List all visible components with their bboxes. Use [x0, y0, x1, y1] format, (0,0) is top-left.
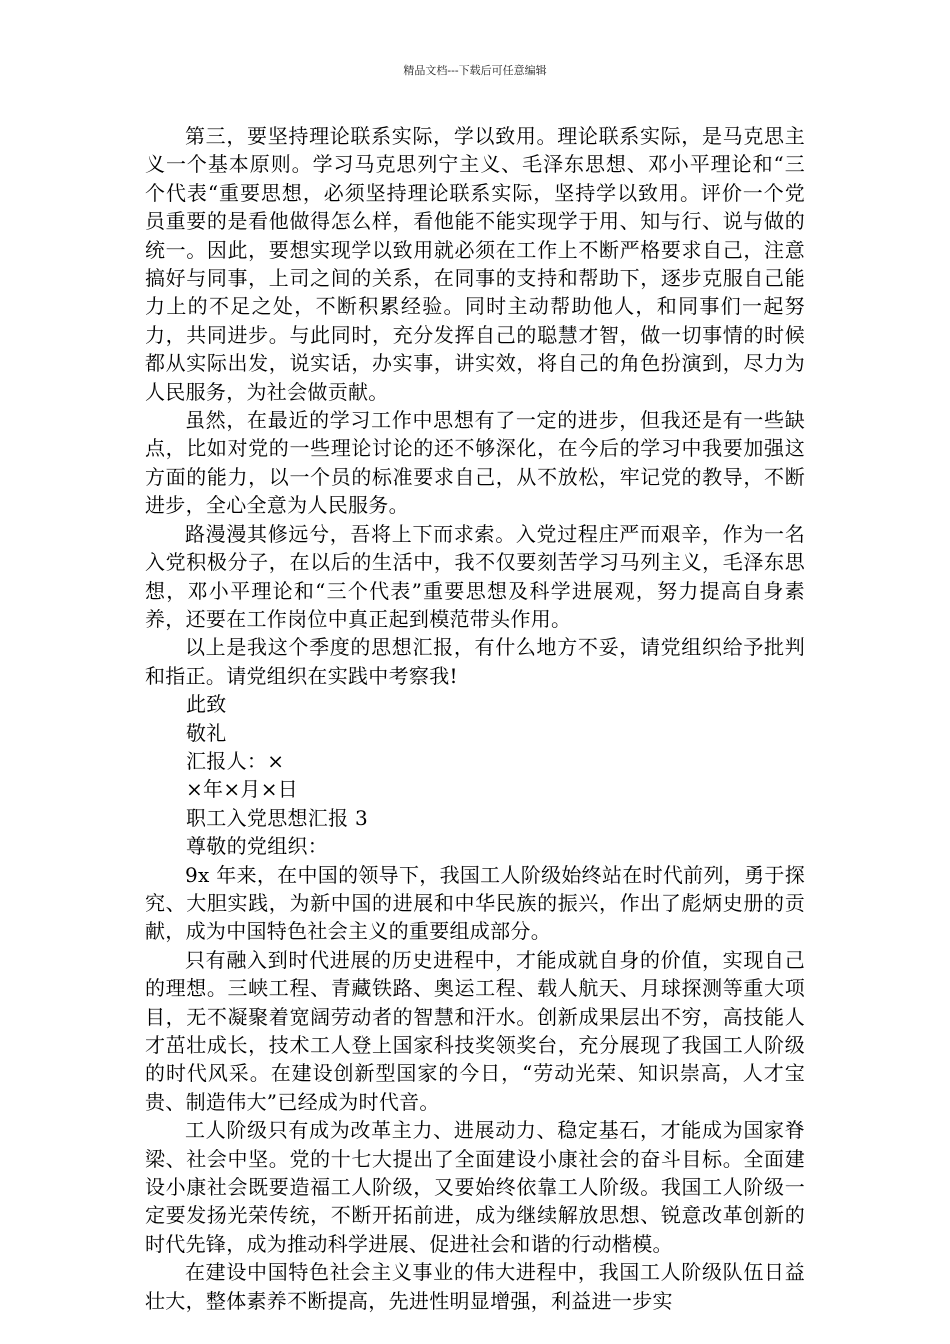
page-header: 精品文档---下载后可任意编辑 [403, 64, 547, 77]
paragraph-conclusion: 以上是我这个季度的思想汇报，有什么地方不妥，请党组织给予批判和指正。请党组织在实践中考察我! [145, 635, 805, 688]
paragraph-socialism-progress: 在建设中国特色社会主义事业的伟大进程中，我国工人阶级队伍日益壮大，整体素养不断提高，先进性明显增强，利益进一步实 [145, 1260, 805, 1313]
paragraph-shortcomings: 虽然，在最近的学习工作中思想有了一定的进步，但我还是有一些缺点，比如对党的一些理论讨论的还不够深化，在今后的学习中我要加强这方面的能力，以一个员的标准要求自己，从不放松，牢记党的教导，不断进步，全心全意为人民服务。 [145, 408, 805, 518]
closing-cizhi: 此致 [186, 692, 227, 717]
salutation: 尊敬的党组织： [186, 834, 329, 859]
paragraph-theory-practice: 第三，要坚持理论联系实际，学以致用。理论联系实际，是马克思主义一个基本原则。学习马克思列宁主义、毛泽东思想、邓小平理论和“三个代表“重要思想，必须坚持理论联系实际，坚持学以致用。评价一个党员重要的是看他做得怎么样，看他能不能实现学于用、知与行、说与做的统一。因此，要想实现学以致用就必须在工作上不断严格要求自己，注意搞好与同事，上司之间的关系，在同事的支持和帮助下，逐步克服自己能力上的不足之处，不断积累经验。同时主动帮助他人，和同事们一起努力，共同进步。与此同时，充分发挥自己的聪慧才智，做一切事情的时候都从实际出发，说实话，办实事，讲实效，将自己的角色扮演到，尽力为人民服务，为社会做贡献。 [145, 124, 805, 404]
reporter-line: 汇报人：× [186, 748, 285, 773]
date-line: ×年×月×日 [186, 777, 299, 802]
document-body [145, 122, 805, 1315]
paragraph-working-class-history: 9x 年来，在中国的领导下，我国工人阶级始终站在时代前列，勇于探究、大胆实践，为新中国的进展和中华民族的振兴，作出了彪炳史册的贡献，成为中国特色社会主义的重要组成部分。 [145, 862, 805, 944]
paragraph-era-progress: 只有融入到时代进展的历史进程中，才能成就自身的价值，实现自己的理想。三峡工程、青藏铁路、奥运工程、载人航天、月球探测等重大项目，无不凝聚着宽阔劳动者的智慧和汗水。创新成果层出不穷，高技能人才茁壮成长，技术工人登上国家科技奖领奖台，充分展现了我国工人阶级的时代风采。在建设创新型国家的今日，“劳动光荣、知识崇高，人才宝贵、制造伟大”已经成为时代音。 [145, 947, 805, 1114]
paragraph-long-road: 路漫漫其修远兮，吾将上下而求索。入党过程庄严而艰辛，作为一名入党积极分子，在以后的生活中，我不仅要刻苦学习马列主义，毛泽东思想，邓小平理论和“三个代表”重要思想及科学进展观，努力提高自身素养，还要在工作岗位中真正起到模范带头作用。 [145, 521, 805, 631]
closing-jingli: 敬礼 [186, 720, 227, 745]
paragraph-reform-force: 工人阶级只有成为改革主力、进展动力、稳定基石，才能成为国家脊梁、社会中坚。党的十七大提出了全面建设小康社会的奋斗目标。全面建设小康社会既要造福工人阶级，又要始终依靠工人阶级。我国工人阶级一定要发扬光荣传统，不断开拓前进，成为继续解放思想、锐意改革创新的时代先锋，成为推动科学进展、促进社会和谐的行动楷模。 [145, 1118, 805, 1256]
section-title: 职工入党思想汇报 3 [186, 805, 369, 830]
